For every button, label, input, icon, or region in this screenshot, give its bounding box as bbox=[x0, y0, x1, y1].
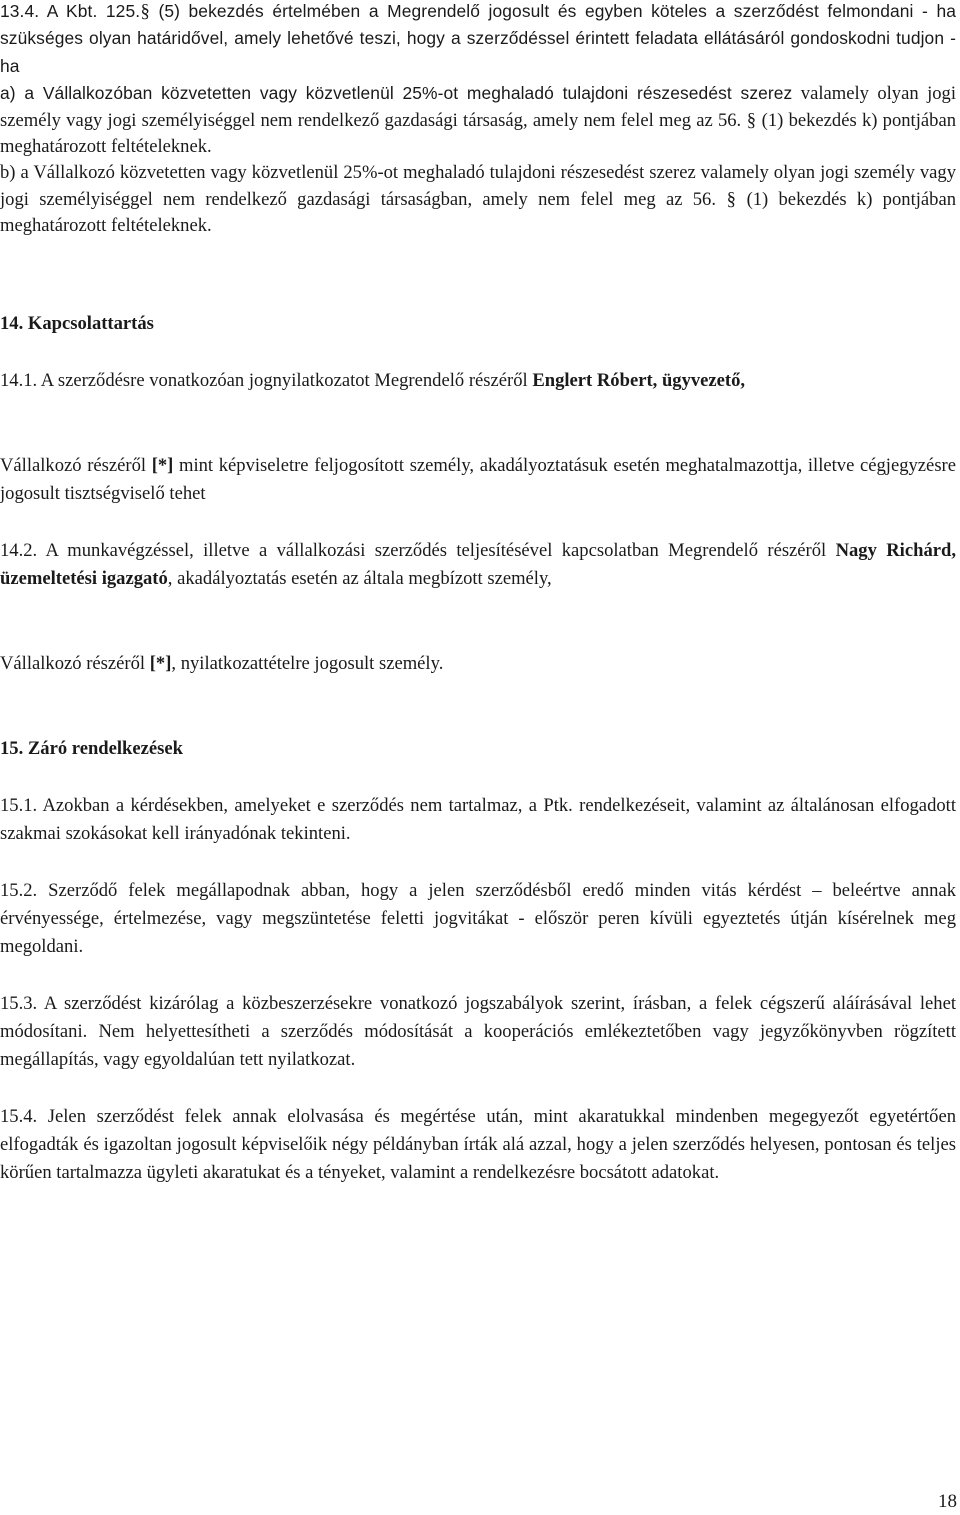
section-14-heading-block bbox=[0, 310, 956, 338]
paragraph-13-4-text: (5) bekezdés értelmében a Megrendelő jogosult és egyben köteles a szerződést felmondani - ha szükséges olyan határidővel, amely lehetővé teszi, hogy a szerződéssel érintett feladata ellátásáról gondoskodni tudjon - ha bbox=[0, 1, 957, 76]
paragraph-14-1-contractor bbox=[0, 452, 956, 508]
contractor-placeholder: [*] bbox=[151, 455, 174, 476]
paragraph-14-1 bbox=[0, 367, 956, 395]
paragraph-15-3 bbox=[0, 990, 956, 1075]
paragraph-14-1-contractor-text bbox=[0, 452, 956, 508]
paragraph-14-1-start: 14.1. A szerződésre vonatkozóan jognyilatkozatot Megrendelő részéről bbox=[0, 370, 533, 391]
paragraph-15-4-text: 15.4. Jelen szerződést felek annak elolvasása és megértése után, mint akaratukkal mindenben megegyezőt egyetértően elfogadták és igazoltan jogosult képviselőik négy példányban írták alá azzal, hogy a jelen szerződés helyesen, pontosan és teljes körűen tartalmazza ügyleti akaratukat és a tényeket, valamint a rendelkezésre bocsátott adatokat. bbox=[0, 1106, 956, 1184]
paragraph-13-4-lead: 13.4. A Kbt. 125. bbox=[0, 1, 141, 21]
point-a-lead: a) a Vállalkozóban közvetetten vagy közvetlenül 25%-ot meghaladó tulajdoni részesedést szerez bbox=[0, 83, 793, 104]
contractor-placeholder: [*] bbox=[149, 653, 172, 674]
section-13-4 bbox=[0, 0, 956, 240]
paragraph-14-2-contractor-text bbox=[0, 650, 956, 678]
page-number: 18 bbox=[938, 1491, 957, 1512]
paragraph-14-2-contractor bbox=[0, 650, 956, 678]
paragraph-14-2 bbox=[0, 537, 956, 593]
paragraph-15-1 bbox=[0, 792, 956, 848]
operations-contact-name: Nagy Richárd, üzemeltetési igazgató bbox=[0, 540, 956, 590]
paragraph-15-2-text: 15.2. Szerződő felek megállapodnak abban, hogy a jelen szerződésből eredő minden vitás kérdést – beleértve annak érvényessége, értelmezése, vagy megszüntetése feletti jogvitákat - először peren kívüli egyeztetés útján kísérelnek meg megoldani. bbox=[0, 880, 956, 958]
paragraph-14-2-end: , akadályoztatás esetén az általa megbízott személy, bbox=[167, 568, 552, 590]
contractor-text: , nyilatkozattételre jogosult személy. bbox=[171, 653, 444, 674]
section-15-heading-block bbox=[0, 735, 956, 763]
contractor-lead: Vállalkozó részéről bbox=[0, 653, 150, 674]
section-sign-glyph: § bbox=[140, 1, 150, 22]
section-15-heading: 15. Záró rendelkezések bbox=[0, 738, 183, 759]
paragraph-14-2-start: 14.2. A munkavégzéssel, illetve a vállalkozási szerződés teljesítésével kapcsolatban Megrendelő részéről bbox=[0, 540, 836, 561]
contractor-text: mint képviseletre feljogosított személy, akadályoztatásuk esetén meghatalmazottja, illetve cégjegyzésre jogosult tisztségviselő tehet bbox=[0, 455, 956, 505]
section-sign-glyph: § bbox=[726, 188, 736, 210]
paragraph-15-2 bbox=[0, 877, 956, 962]
section-14-heading: 14. Kapcsolattartás bbox=[0, 313, 154, 334]
point-a-text: valamely olyan jogi személy vagy jogi személyiséggel nem rendelkező gazdasági társaság, amely nem felel meg az 56. bbox=[0, 83, 957, 131]
paragraph-15-4 bbox=[0, 1103, 956, 1188]
section-sign-glyph: § bbox=[746, 109, 757, 131]
point-b-text: b) a Vállalkozó közvetetten vagy közvetlenül 25%-ot meghaladó tulajdoni részesedést szerez valamely olyan jogi személy vagy jogi személyiséggel nem rendelkező gazdasági társaságban, amely nem felel meg az 56. bbox=[0, 162, 956, 210]
point-b-end: (1) bekezdés k) pontjában meghatározott feltételeknek. bbox=[0, 188, 957, 237]
paragraph-15-1-text: 15.1. Azokban a kérdésekben, amelyeket e szerződés nem tartalmaz, a Ptk. rendelkezéseit, valamint az általánosan elfogadott szakmai szokásokat kell irányadónak tekinteni. bbox=[0, 795, 956, 845]
contact-person-name: Englert Róbert, ügyvezető, bbox=[532, 370, 746, 391]
paragraph-14-1-text bbox=[0, 367, 956, 395]
point-a bbox=[0, 80, 956, 160]
paragraph-14-2-text bbox=[0, 537, 956, 593]
point-b bbox=[0, 160, 956, 239]
paragraph-13-4 bbox=[0, 0, 956, 80]
point-a-end: (1) bekezdés k) pontjában meghatározott feltételeknek. bbox=[0, 109, 956, 158]
paragraph-15-3-text: 15.3. A szerződést kizárólag a közbeszerzésekre vonatkozó jogszabályok szerint, írásban, a felek cégszerű aláírásával lehet módosítani. Nem helyettesítheti a szerződés módosítását a kooperációs emlékeztetőben vagy jegyzőkönyvben rögzített megállapítás, vagy egyoldalúan tett nyilatkozat. bbox=[0, 993, 956, 1071]
contractor-lead: Vállalkozó részéről bbox=[0, 455, 152, 476]
